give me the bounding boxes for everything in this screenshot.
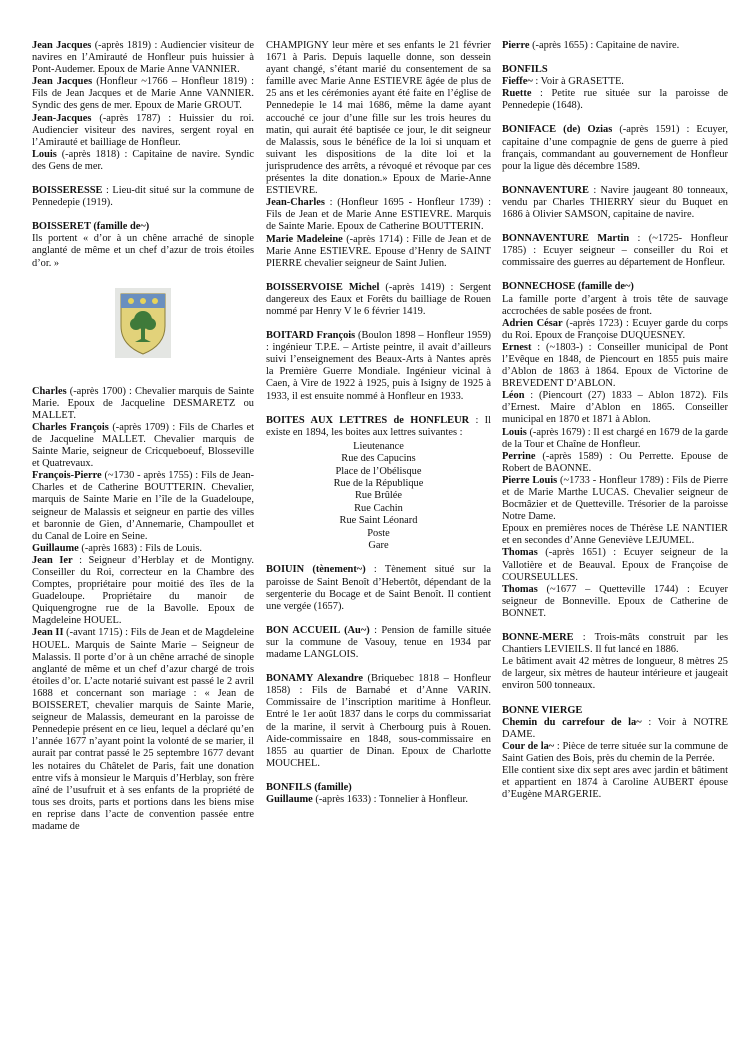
entry: Thomas (-après 1651) : Ecuyer seigneur de la Vallotière et de Beauval. Epoux de Françoise de COURSEULLES. <box>502 547 728 583</box>
entry: Guillaume (-après 1683) : Fils de Louis. <box>32 542 202 554</box>
entry: BONAMY Alexandre (Briquebec 1818 – Honfleur 1858) : Fils de Barnabé et d’Anne VARIN. Commissaire de l’inscription maritime à Honfleur. Entré le 1er août 1837 dans le corps du commissariat de la marine, il servit à Cherbourg puis à Rouen. Aide-commissaire en 1848, sous-commissaire en 1855 au quartier de Dinan. Epoux de Charlotte MOUCHEL. <box>266 673 491 769</box>
entry: Chemin du carrefour de la~ : Voir à NOTRE DAME. <box>502 716 728 740</box>
entry: Ils portent « d’or à un chêne arraché de sinople anglanté de même et un chef d’azur de trois étoiles d’or. » <box>32 233 254 269</box>
entry-heading: BONNECHOSE (famille de~) <box>502 281 634 293</box>
column-3 <box>502 40 728 801</box>
entry: Adrien César (-après 1723) : Ecuyer garde du corps du Roi. Epoux de Françoise DUQUESNEY. <box>502 317 728 341</box>
entry: Epoux en premières noces de Thérèse LE NANTIER et en secondes d’Anne Geneviève LEJUMEL. <box>502 523 728 547</box>
entry: Jean Jacques (-après 1819) : Audiencier visiteur de navires en l’Amirauté de Honfleur puis huissier à Pont-Audemer. Epoux de Marie Anne VANNIER. <box>32 40 254 76</box>
entry: Jean-Charles : (Honfleur 1695 - Honfleur 1739) : Fils de Jean et de Marie Anne ESTIEVRE. Marquis de Sainte Marie. Epoux de Catherine BOUTTERIN. <box>266 197 491 233</box>
entry: Cour de la~ : Pièce de terre située sur la commune de Saint Gatien des Bois, près du chemin de la Perrée. <box>502 740 728 764</box>
list-item: Rue des Capucins <box>341 453 416 465</box>
entry: Ernest : (~1803-) : Conseiller municipal de Pont l’Evêque en 1848, de Piencourt en 1855 puis maire d’Ablon de 1863 à 1864. Epoux de Victorine de BREVEDENT D’ABLON. <box>502 341 728 390</box>
entry: Guillaume (-après 1633) : Tonnelier à Honfleur. <box>266 793 468 805</box>
entry-heading: BOISSERET (famille de~) <box>32 221 150 233</box>
entry: BOISSERESSE : Lieu-dit situé sur la commune de Pennedepie (1919). <box>32 185 254 209</box>
list-item: Place de l’Obélisque <box>335 465 422 477</box>
entry: Louis (-après 1679) : Il est chargé en 1679 de la garde de la Tour et Chaîne de Honfleur. <box>502 426 728 450</box>
entry: Léon : (Piencourt (27) 1833 – Ablon 1872). Fils d’Ernest. Maire d’Ablon en 1865. Conseiller municipal en 1870 et 1871 à Ablon. <box>502 390 728 426</box>
list-item: Rue de la République <box>333 478 424 490</box>
entry: BOITES AUX LETTRES de HONFLEUR : Il existe en 1894, les boites aux lettres suivantes : <box>266 414 491 438</box>
entry: BONNE-MERE : Trois-mâts construit par les Chantiers LEVIEILS. Il fut lancé en 1886. <box>502 632 728 656</box>
entry: BONNAVENTURE Martin : (~1725- Honfleur 1785) : Ecuyer seigneur – conseiller du Roi et commissaire des guerres au département de Honfleur. <box>502 233 729 269</box>
entry: Pierre (-après 1655) : Capitaine de navire. <box>502 40 680 51</box>
entry: Charles (-après 1700) : Chevalier marquis de Sainte Marie. Epoux de Jacqueline DESMARETZ ou MALLET. <box>32 385 254 421</box>
entry: Perrine (-après 1589) : Ou Perrette. Epouse de Robert de BAONNE. <box>502 450 728 474</box>
entry: La famille porte d’argent à trois tête de sauvage accrochées de sable posées de front. <box>502 293 728 317</box>
entry: Pierre Louis (~1733 - Honfleur 1789) : Fils de Pierre et de Marie Marthe LUCAS. Chevalier seigneur de Bocmâzier et de Quetteville. Trésorier de la paroisse Notre Dame. <box>502 474 728 523</box>
entry: Marie Madeleine (-après 1714) : Fille de Jean et de Marie Anne ESTIEVRE. Epouse d’Henry de SAINT PIERRE chevalier seigneur de Saint Julien. <box>266 233 491 269</box>
dictionary-page <box>32 40 728 1040</box>
column-2 <box>266 40 491 806</box>
entry: BOIUIN (tènement~) : Tènement situé sur la paroisse de Saint Benoît d’Hebertôt, dépendant de la sergenterie du Bocage et de Saint Benoît. Il contient une vergée (1657). <box>266 564 491 612</box>
list-item: Rue Cachin <box>354 502 403 514</box>
entry: Jean-Jacques (-après 1787) : Huissier du roi. Audiencier visiteur des navires, sergent royal en l’Amirauté et bailliage de Honfleur. <box>32 112 254 148</box>
list-item: Lieutenance <box>353 440 404 452</box>
entry: Fieffe~ : Voir à GRASETTE. <box>502 76 624 88</box>
entry: BONIFACE (de) Ozias (-après 1591) : Ecuyer, capitaine d’une compagnie de gens de guerre à pied français, commandant au gouvernement de Honfleur pour la ligue dès décembre 1589. <box>502 124 728 172</box>
entry: Jean II (-avant 1715) : Fils de Jean et de Magdeleine HOUEL. Marquis de Sainte Marie – Seigneur de Malassis. Il porte d’or à un chêne arraché de sinople anglanté de même et un chef d’azur chargé de trois étoiles d’or. L’acte notarié suivant est passé le 2 avril 1688 et concernant son mariage : « Jean de BOISSERET, chevalier marquis de Sainte Marie, seigneur de Malassis, demeurant en la paroisse de Pennedepie présent en ce lieu, lequel a déclaré qu’en l’année 1677 n’ayant point la volonté de se marier, il aurait par contrat passé le 25 septembre 1677 devant les notaires du Châtelet de Paris, fait une donation entre vifs à monsieur le Marquis d’Herblay, son frère aîné de l’usufruit et à ses enfants de la propriété de tous ses droits, parts et portions dans les biens mise en reprise dans l’acte de convention passée entre madame de <box>32 627 254 832</box>
entry-heading: BONFILS (famille) <box>266 781 352 793</box>
entry: BON ACCUEIL (Au~) : Pension de famille située sur la commune de Vasouy, tenue en 1934 par madame LANGLOIS. <box>266 624 491 661</box>
entry-heading: BONNE VIERGE <box>502 704 583 716</box>
entry: Elle contient sixe dix sept ares avec jardin et bâtiment et appartient en 1874 à Caroline AUBERT épouse d’Eugène MARGERIE. <box>502 764 728 801</box>
entry: Jean Jacques (Honfleur ~1766 – Honfleur 1819) : Fils de Jean Jacques et de Marie Anne VANNIER. Syndic des gens de mer. Epoux de Marie GROUT. <box>32 76 254 112</box>
entry: Thomas (~1677 – Quetteville 1744) : Ecuyer seigneur de Bonneville. Epoux de Catherine de BONNET. <box>502 583 728 619</box>
list-item: Rue Saint Léonard <box>339 515 418 527</box>
entry: Le bâtiment avait 42 mètres de longueur, 8 mètres 25 de largeur, six mètres de hauteur intérieure et jaugeait environ 500 tonneaux. <box>502 656 728 692</box>
entry: Louis (-après 1818) : Capitaine de navire. Syndic des Gens de mer. <box>32 148 254 172</box>
column-1 <box>32 40 254 833</box>
list-item: Gare <box>368 540 389 552</box>
entry: BOISSERVOISE Michel (-après 1419) : Sergent dangereux des Eaux et Forêts du bailliage de Rouen nommé par Henry V le 6 février 1419. <box>266 281 491 317</box>
entry: CHAMPIGNY leur mère et ses enfants le 21 février 1671 à Paris. Depuis laquelle donne, son dessein ayant changé, s’étant marié du consentement de sa famille avec Marie Anne ESTIEVRE âgée de plus de 25 ans et les cérémonies ayant été faite en l’église de Pennedepie le 14 mai 1686, même la dame ayant accouché ce jour d’une fille sur les trois heures du matin, qui aurait été baptisée ce jour, le dit seigneur de Malassis, sous le bénéfice de la loi si unquam et suivant les dispositions de la dite loi et la jurisprudence des arrêts, a révoqué et révoque par ces présentes la dite donation.» Epoux de Marie-Anne ESTIEVRE. <box>266 40 491 197</box>
entry: BOITARD François (Boulon 1898 – Honfleur 1959) : ingénieur T.P.E. – Artiste peintre, il avait d’ailleurs suivi l’enseignement des Beaux-Arts à Nantes après la Première Guerre Mondiale. Ingénieur vicinal à Caen, à Vire de 1922 à 1925, puis à Isigny de 1925 à 1933, il est ensuite nommé à Honfleur en 1933. <box>266 330 491 402</box>
entry-heading: BONFILS <box>502 64 548 76</box>
entry: Charles François (-après 1709) : Fils de Charles et de Jacqueline MALLET. Chevalier marquis de Sainte Marie, seigneur de Cricqueboeuf, Blosseville et Quatrevaux. <box>32 421 254 470</box>
coat-of-arms-icon <box>115 288 171 358</box>
entry: BONNAVENTURE : Navire jaugeant 80 tonneaux, vendu par Charles THIERRY sieur du Buquet en 1686 à Olivier SAMSON, capitaine de navire. <box>502 184 728 221</box>
entry: Jean Ier : Seigneur d’Herblay et de Montigny. Conseiller du Roi, correcteur en la Chambre des Comptes, propriétaire pour moitié des îles de la Guadeloupe. Propriétaire du manoir de Quiquengrogne rue de la Bavolle. Epoux de Magdeleine HOUEL. <box>32 554 254 627</box>
entry: François-Pierre (~1730 - après 1755) : Fils de Jean-Charles et de Catherine BOUTTERIN. Chevalier, marquis de Sainte Marie en l’île de la Guadeloupe, seigneur de Malassis et seigneur en partie des villes et baronnie de Gien, d’Annemarie, Champoullet et du Canal de Loire en Seine. <box>32 470 254 542</box>
list-item: Poste <box>367 527 390 539</box>
mailbox-list <box>266 441 491 553</box>
entry: Ruette : Petite rue située sur la paroisse de Pennedepie (1648). <box>502 88 728 112</box>
list-item: Rue Brûlée <box>354 490 403 502</box>
